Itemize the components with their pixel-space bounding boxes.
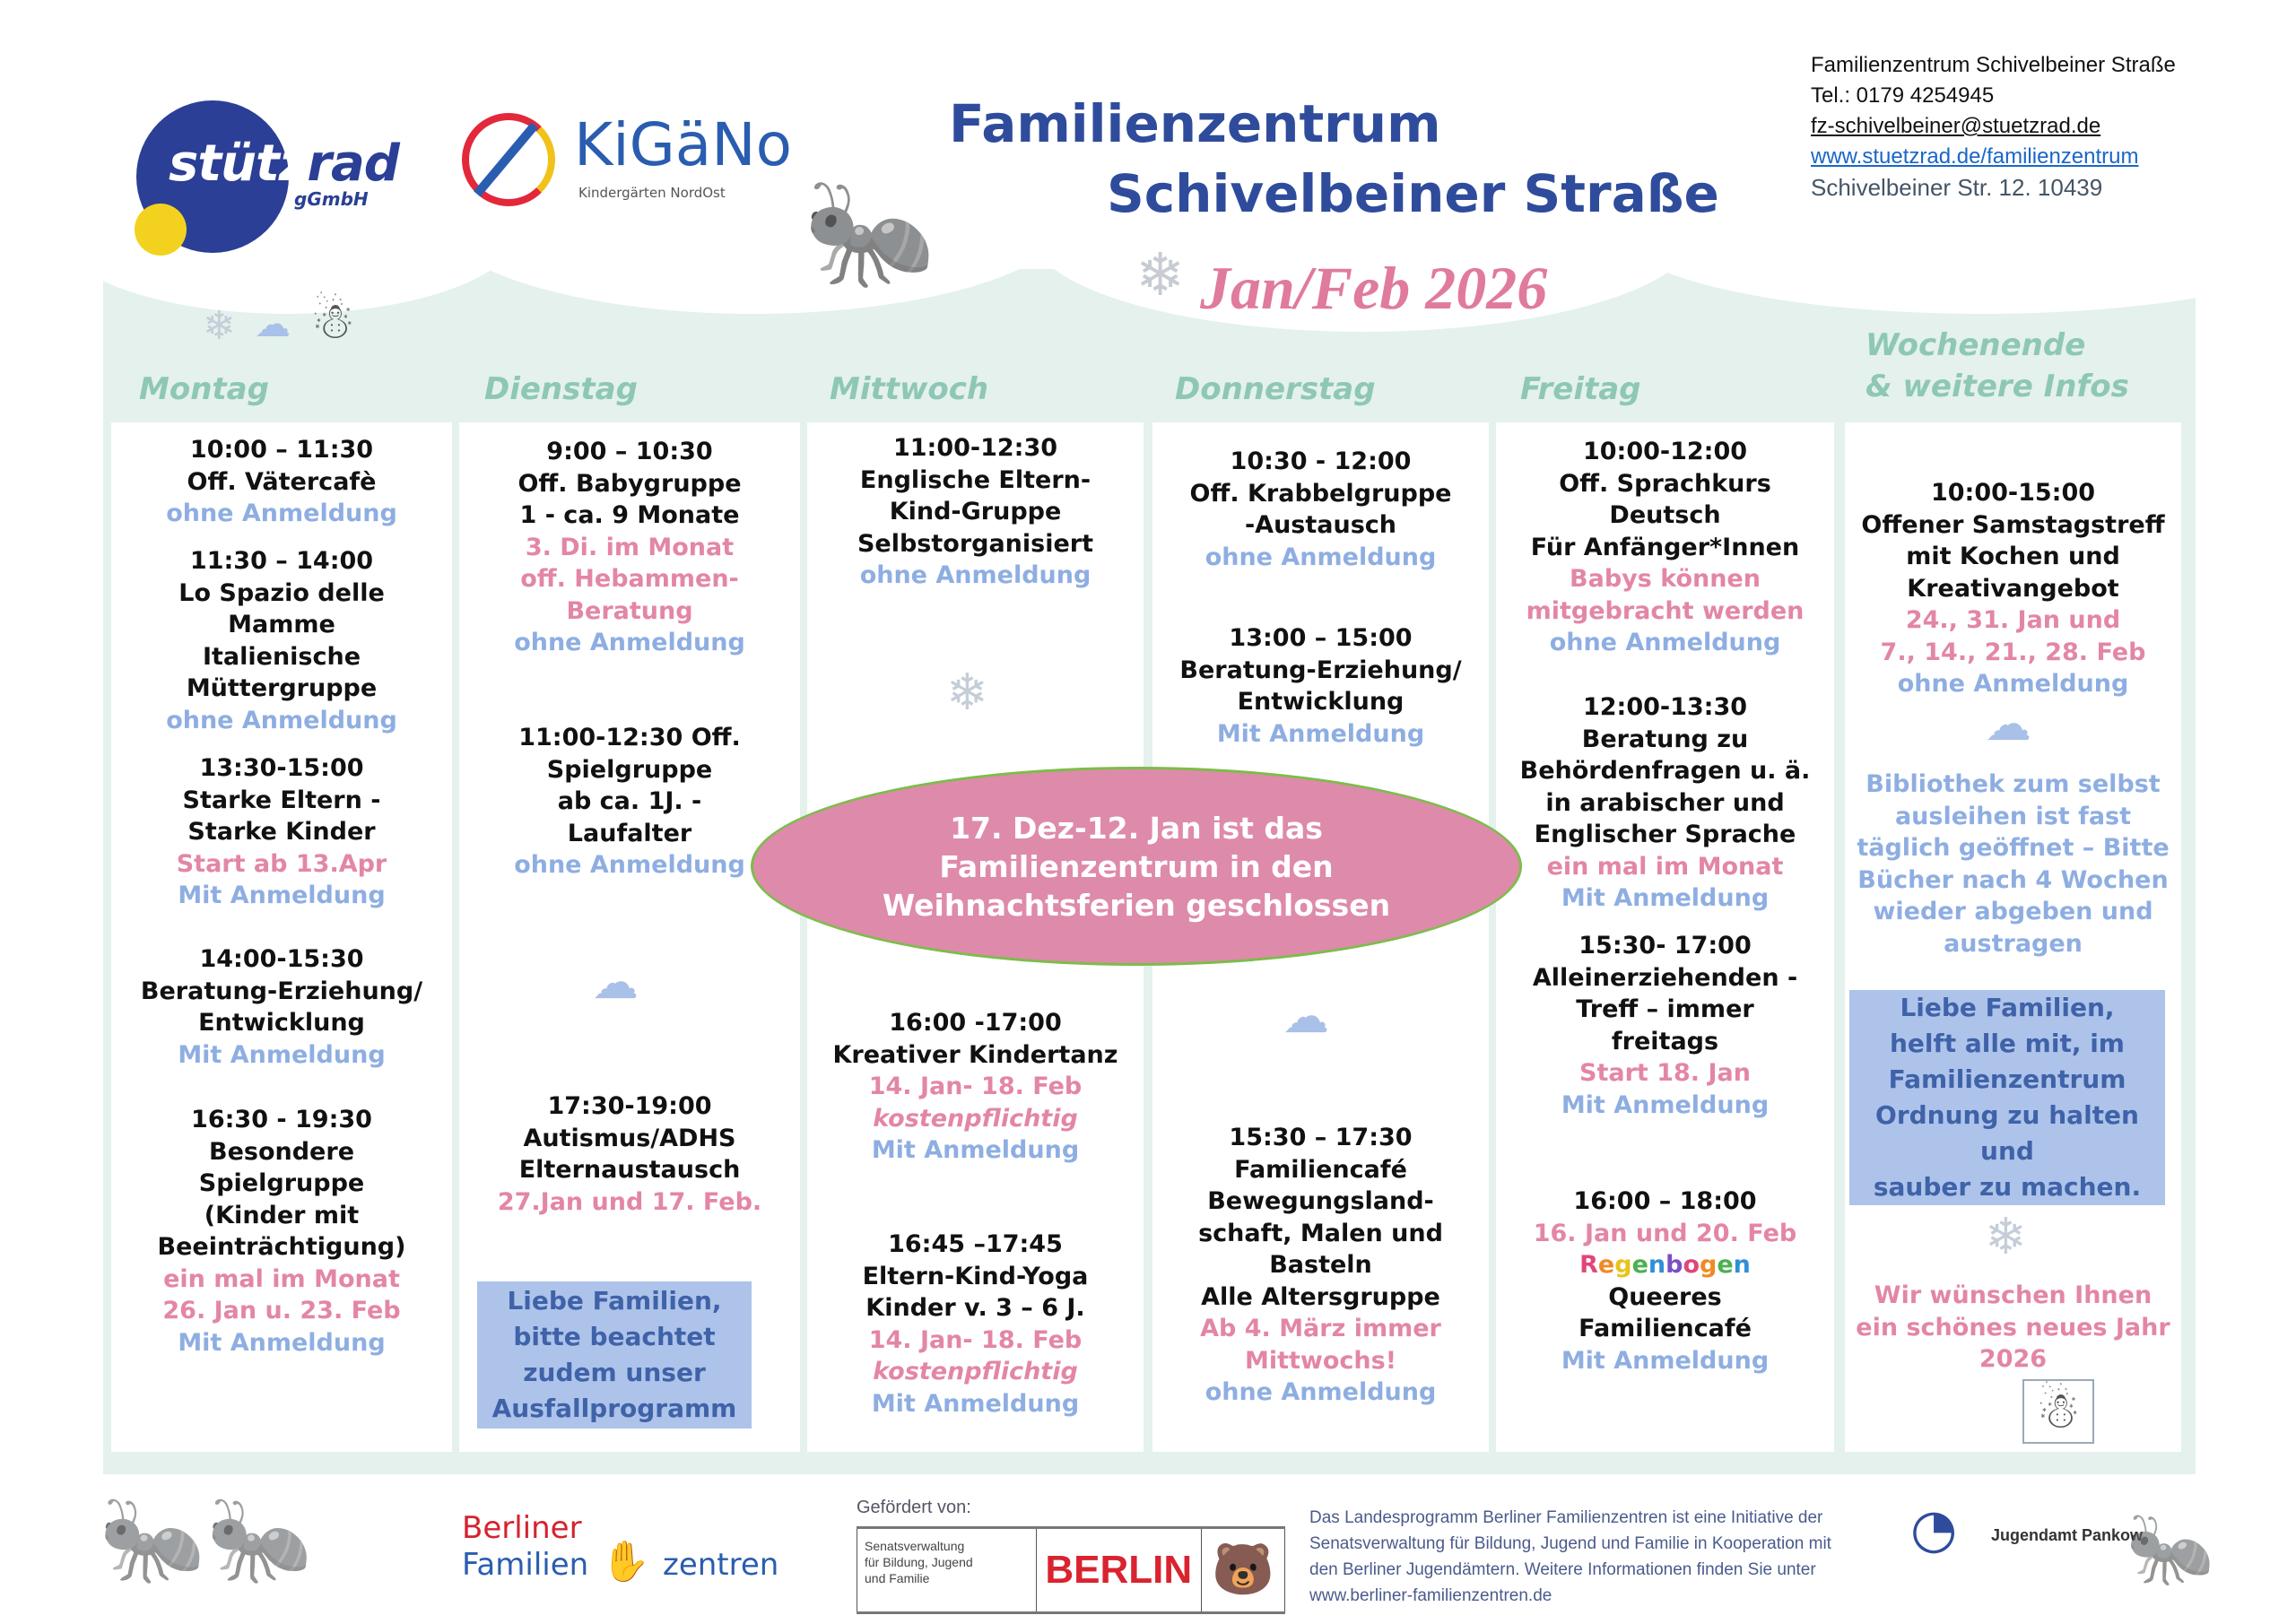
event-block: [459, 436, 800, 659]
event-text: Basteln: [1269, 1251, 1372, 1279]
closure-line: Weihnachtsferien geschlossen: [882, 887, 1391, 923]
event-text: Englische Eltern-: [859, 465, 1091, 494]
date-note: 24., 31. Jan und: [1905, 606, 2121, 634]
event-text: 11:00-12:30: [892, 434, 1058, 462]
event-text: Lo Spazio delle: [178, 578, 385, 607]
closure-line: Familienzentrum in den: [939, 848, 1334, 884]
event-text: (Kinder mit: [204, 1201, 360, 1229]
day-header-montag: Montag: [139, 371, 269, 407]
page-title-line1: Familienzentrum: [949, 93, 1441, 154]
event-text: 16:45 –17:45: [888, 1230, 1063, 1258]
snow-cloud-icon: ☁: [592, 956, 639, 1010]
event-text: Offener Samstagstreff: [1861, 510, 2165, 539]
date-note: Wir wünschen Ihnen: [1874, 1281, 2152, 1309]
event-text: 9:00 – 10:30: [546, 438, 713, 465]
event-block: [111, 943, 452, 1071]
note-line: Liebe Familien,: [1900, 993, 2115, 1022]
event-text: 14:00-15:30: [199, 945, 364, 973]
period-title: Jan/Feb 2026: [1200, 254, 1548, 322]
snow-cloud-icon: ☁: [255, 304, 291, 345]
event-text: Behördenfragen u. ä.: [1519, 757, 1811, 785]
event-text: ab ca. 1J. -: [557, 787, 702, 815]
event-text: Elternaustausch: [518, 1156, 741, 1184]
registration-note: ohne Anmeldung: [514, 851, 745, 879]
event-text: Müttergruppe: [186, 674, 378, 702]
event-text: 15:30- 17:00: [1578, 932, 1752, 960]
date-note: 7., 14., 21., 28. Feb: [1880, 638, 2146, 666]
berliner-familienzentren-logo: Berliner Familien ✋ zentren: [462, 1510, 779, 1585]
program-text: Das Landesprogramm Berliner Familienzentren ist eine Initiative der Senatsverwaltung für Bildung, Jugend und Familie in Kooperation mit den Berliner Jugendämtern. Weitere Informationen finden Sie unter www.berliner-familienzentren.de: [1309, 1505, 1831, 1609]
event-block: [1152, 622, 1489, 750]
contact-website-link[interactable]: www.stuetzrad.de/familienzentrum: [1811, 144, 2139, 169]
event-text: Spielgruppe: [546, 755, 713, 784]
event-text: Italienische: [202, 642, 361, 671]
note-line: Ordnung zu halten und: [1875, 1100, 2139, 1166]
event-text: Treff – immer: [1576, 995, 1754, 1023]
date-note: 27.Jan und 17. Feb.: [497, 1187, 762, 1216]
registration-note: Mit Anmeldung: [871, 1389, 1080, 1418]
event-block: [1152, 1122, 1489, 1409]
event-block: [807, 432, 1144, 592]
event-text: Für Anfänger*Innen: [1530, 533, 1800, 561]
event-block: [459, 1090, 800, 1218]
event-text: in arabischer und: [1545, 788, 1785, 817]
column-montag: [111, 422, 452, 1452]
contact-phone: Tel.: 0179 4254945: [1811, 83, 1995, 108]
snowflake-icon: ❄: [1135, 240, 1186, 309]
registration-note: ohne Anmeldung: [859, 561, 1091, 589]
berlin-bear-icon: 🐻: [1202, 1529, 1285, 1611]
note-line: Familienzentrum: [1888, 1064, 2126, 1094]
event-text: Beratung zu: [1581, 725, 1749, 753]
date-note: ein schönes neues Jahr: [1856, 1313, 2170, 1342]
snowflake-icon: ❄: [946, 664, 988, 722]
event-text: 10:00-12:00: [1582, 438, 1748, 465]
date-note: kostenpflichtig: [873, 1104, 1078, 1133]
event-text: mit Kochen und: [1906, 543, 2120, 570]
event-text: 16:30 - 19:30: [191, 1106, 372, 1133]
event-text: Autismus/ADHS: [523, 1124, 736, 1152]
registration-note: Mit Anmeldung: [1561, 1090, 1770, 1119]
event-text: Kinder v. 3 – 6 J.: [865, 1294, 1085, 1322]
registration-note: Mit Anmeldung: [1561, 1346, 1770, 1375]
registration-note: ohne Anmeldung: [514, 629, 745, 656]
event-text: Selbstorganisiert: [857, 529, 1094, 558]
event-text: 12:00-13:30: [1582, 693, 1748, 721]
event-text: Off. Vätercafè: [187, 467, 377, 496]
date-note: ein mal im Monat: [1546, 852, 1784, 881]
snowman-icon: ☃: [310, 292, 356, 351]
event-text: 13:30-15:00: [199, 754, 364, 782]
registration-note: ohne Anmeldung: [166, 706, 397, 734]
event-text: Starke Kinder: [187, 818, 376, 846]
event-text: Off. Babygruppe: [517, 469, 742, 498]
footer-mascot: 🐜: [2126, 1507, 2215, 1590]
mascots-illustration: 🐜: [803, 170, 937, 295]
event-text: Off. Krabbelgruppe: [1189, 479, 1452, 508]
date-note: Ab 4. März immer: [1200, 1315, 1441, 1342]
event-text: Deutsch: [1609, 501, 1721, 529]
date-note: Start 18. Jan: [1579, 1059, 1751, 1087]
registration-note: Bücher nach 4 Wochen: [1857, 865, 2169, 894]
date-note: 2026: [1979, 1345, 2048, 1373]
event-text: Beeinträchtigung): [157, 1233, 406, 1261]
day-header-wochenende: Wochenende: [1866, 327, 2086, 363]
event-text: Kreativer Kindertanz: [832, 1040, 1118, 1069]
contact-name: Familienzentrum Schivelbeiner Straße: [1811, 53, 2176, 77]
event-text: Eltern-Kind-Yoga: [862, 1262, 1089, 1290]
jugendamt-label: Jugendamt Pankow: [1991, 1526, 2144, 1544]
event-text: Alle Altersgruppe: [1201, 1282, 1440, 1311]
note-line: helft alle mit, im: [1890, 1029, 2125, 1058]
event-block: [1496, 1185, 1834, 1376]
contact-address: Schivelbeiner Str. 12. 10439: [1811, 174, 2103, 201]
column-wochenende: [1845, 422, 2181, 1452]
event-text: 17:30-19:00: [547, 1092, 712, 1120]
note-line: zudem unser: [523, 1358, 706, 1387]
event-text: Besondere: [209, 1137, 354, 1166]
registration-note: Mit Anmeldung: [178, 1040, 386, 1069]
date-note: 14. Jan- 18. Feb: [868, 1325, 1083, 1354]
registration-note: Bibliothek zum selbst: [1866, 770, 2161, 798]
registration-note: Mit Anmeldung: [178, 1328, 386, 1357]
program-website-link[interactable]: www.berliner-familienzentren.de: [1309, 1586, 1552, 1605]
closure-line: 17. Dez-12. Jan ist das: [950, 810, 1323, 846]
date-note: Beratung: [566, 596, 693, 625]
event-block: [1496, 436, 1834, 659]
column-freitag: [1496, 422, 1834, 1452]
date-note: kostenpflichtig: [873, 1358, 1078, 1385]
event-text: 11:00-12:30 Off.: [518, 724, 741, 751]
event-block: [459, 722, 800, 881]
event-text: 11:30 – 14:00: [189, 547, 374, 575]
event-text: 13:00 – 15:00: [1229, 624, 1413, 652]
event-text: Alleinerziehenden -: [1532, 963, 1798, 992]
event-block: [1845, 477, 2181, 700]
event-block: [111, 1104, 452, 1359]
event-block: [1496, 930, 1834, 1121]
day-header-freitag: Freitag: [1520, 371, 1641, 407]
event-block: [1496, 691, 1834, 915]
day-header-donnerstag: Donnerstag: [1175, 371, 1376, 407]
registration-note: Mit Anmeldung: [1561, 884, 1770, 912]
event-block: [1845, 769, 2181, 960]
registration-note: täglich geöffnet – Bitte: [1857, 834, 2170, 862]
note-line: sauber zu machen.: [1873, 1172, 2142, 1202]
event-text: freitags: [1611, 1027, 1719, 1055]
funded-by-label: Gefördert von:: [857, 1498, 971, 1517]
note-line: Ausfallprogramm: [491, 1394, 737, 1423]
event-text: -Austausch: [1244, 511, 1397, 539]
event-text: Familiencafé: [1578, 1315, 1752, 1342]
date-note: 14. Jan- 18. Feb: [868, 1073, 1083, 1100]
jugendamt-logo-icon: ◔: [1910, 1498, 1958, 1560]
tuesday-note-box: [477, 1281, 752, 1429]
date-note: Regenbogen: [1579, 1251, 1751, 1279]
registration-note: Mit Anmeldung: [871, 1136, 1080, 1164]
event-text: Kind-Gruppe: [889, 498, 1062, 525]
date-note: Mittwochs!: [1244, 1346, 1397, 1375]
registration-note: Mit Anmeldung: [1216, 719, 1425, 748]
event-text: Laufalter: [567, 819, 692, 847]
event-text: Beratung-Erziehung/: [140, 977, 423, 1005]
date-note: Start ab 13.Apr: [176, 849, 387, 878]
date-note: Babys können: [1570, 565, 1761, 593]
event-text: Familiencafé: [1234, 1155, 1407, 1184]
weekend-note-box: [1849, 990, 2165, 1205]
event-text: Off. Sprachkurs: [1559, 469, 1771, 498]
registration-note: austragen: [1944, 929, 2083, 958]
event-text: 10:30 - 12:00: [1230, 447, 1412, 475]
closure-notice: [751, 767, 1522, 966]
registration-note: ohne Anmeldung: [1205, 543, 1437, 571]
registration-note: Mit Anmeldung: [178, 881, 386, 909]
event-block: [111, 752, 452, 912]
registration-note: wieder abgeben und: [1873, 898, 2153, 925]
date-note: mitgebracht werden: [1526, 596, 1805, 625]
event-text: schaft, Malen und: [1198, 1219, 1443, 1247]
snow-cloud-icon: ☁: [1985, 698, 2031, 751]
event-block: [1845, 1280, 2181, 1376]
day-header-dienstag: Dienstag: [484, 371, 638, 407]
event-text: Spielgruppe: [198, 1169, 365, 1197]
note-line: Liebe Familien,: [507, 1286, 722, 1316]
snow-cloud-icon: ☁: [1283, 990, 1329, 1044]
snowman-icon: ☃: [2022, 1379, 2094, 1444]
contact-email-link[interactable]: fz-schivelbeiner@stuetzrad.de: [1811, 114, 2101, 138]
event-text: Queeres: [1608, 1282, 1722, 1311]
event-block: [111, 434, 452, 530]
event-text: Starke Eltern -: [182, 786, 381, 814]
date-note: 16. Jan und 20. Feb: [1533, 1219, 1797, 1247]
event-text: 10:00-15:00: [1930, 479, 2096, 507]
registration-note: ausleihen ist fast: [1894, 802, 2132, 830]
event-text: Mamme: [228, 611, 335, 638]
date-note: ein mal im Monat: [163, 1264, 400, 1293]
date-note: 3. Di. im Monat: [525, 533, 735, 561]
event-text: 15:30 – 17:30: [1229, 1124, 1413, 1151]
event-block: [111, 545, 452, 736]
date-note: 26. Jan u. 23. Feb: [162, 1297, 401, 1324]
page-title-line2: Schivelbeiner Straße: [1107, 163, 1719, 224]
event-block: [807, 1007, 1144, 1167]
footer-mascots: 🐜🐜: [99, 1489, 314, 1589]
kigaeno-logo: KiGäNo Kindergärten NordOst: [462, 106, 785, 222]
berlin-senate-logo: Senatsverwaltung für Bildung, Jugend und Familie BERLIN 🐻: [857, 1526, 1285, 1614]
note-line: bitte beachtet: [513, 1322, 716, 1351]
event-text: Beratung-Erziehung/: [1179, 656, 1462, 684]
event-text: 16:00 – 18:00: [1573, 1187, 1757, 1215]
day-header-mittwoch: Mittwoch: [830, 371, 989, 407]
event-text: 1 - ca. 9 Monate: [519, 501, 740, 529]
day-header-weitere-infos: & weitere Infos: [1866, 369, 2129, 404]
event-block: [807, 1229, 1144, 1420]
contact-info: [1811, 50, 2176, 203]
snowflake-icon: ❄: [1985, 1208, 2027, 1266]
snowflake-icon: ❄: [203, 303, 236, 349]
registration-note: ohne Anmeldung: [1205, 1378, 1437, 1406]
event-text: Englischer Sprache: [1534, 821, 1796, 848]
registration-note: ohne Anmeldung: [166, 499, 397, 527]
event-text: 10:00 – 11:30: [189, 436, 374, 464]
registration-note: ohne Anmeldung: [1897, 670, 2129, 698]
event-text: Bewegungsland-: [1207, 1187, 1434, 1215]
registration-note: ohne Anmeldung: [1549, 629, 1781, 656]
event-text: Entwicklung: [1237, 688, 1405, 716]
event-text: Entwicklung: [198, 1009, 365, 1037]
event-text: Kreativangebot: [1907, 574, 2119, 603]
event-text: 16:00 -17:00: [889, 1009, 1062, 1037]
stuetzrad-logo: stützrad gGmbH: [133, 100, 366, 257]
date-note: off. Hebammen-: [520, 565, 739, 593]
event-block: [1152, 446, 1489, 573]
